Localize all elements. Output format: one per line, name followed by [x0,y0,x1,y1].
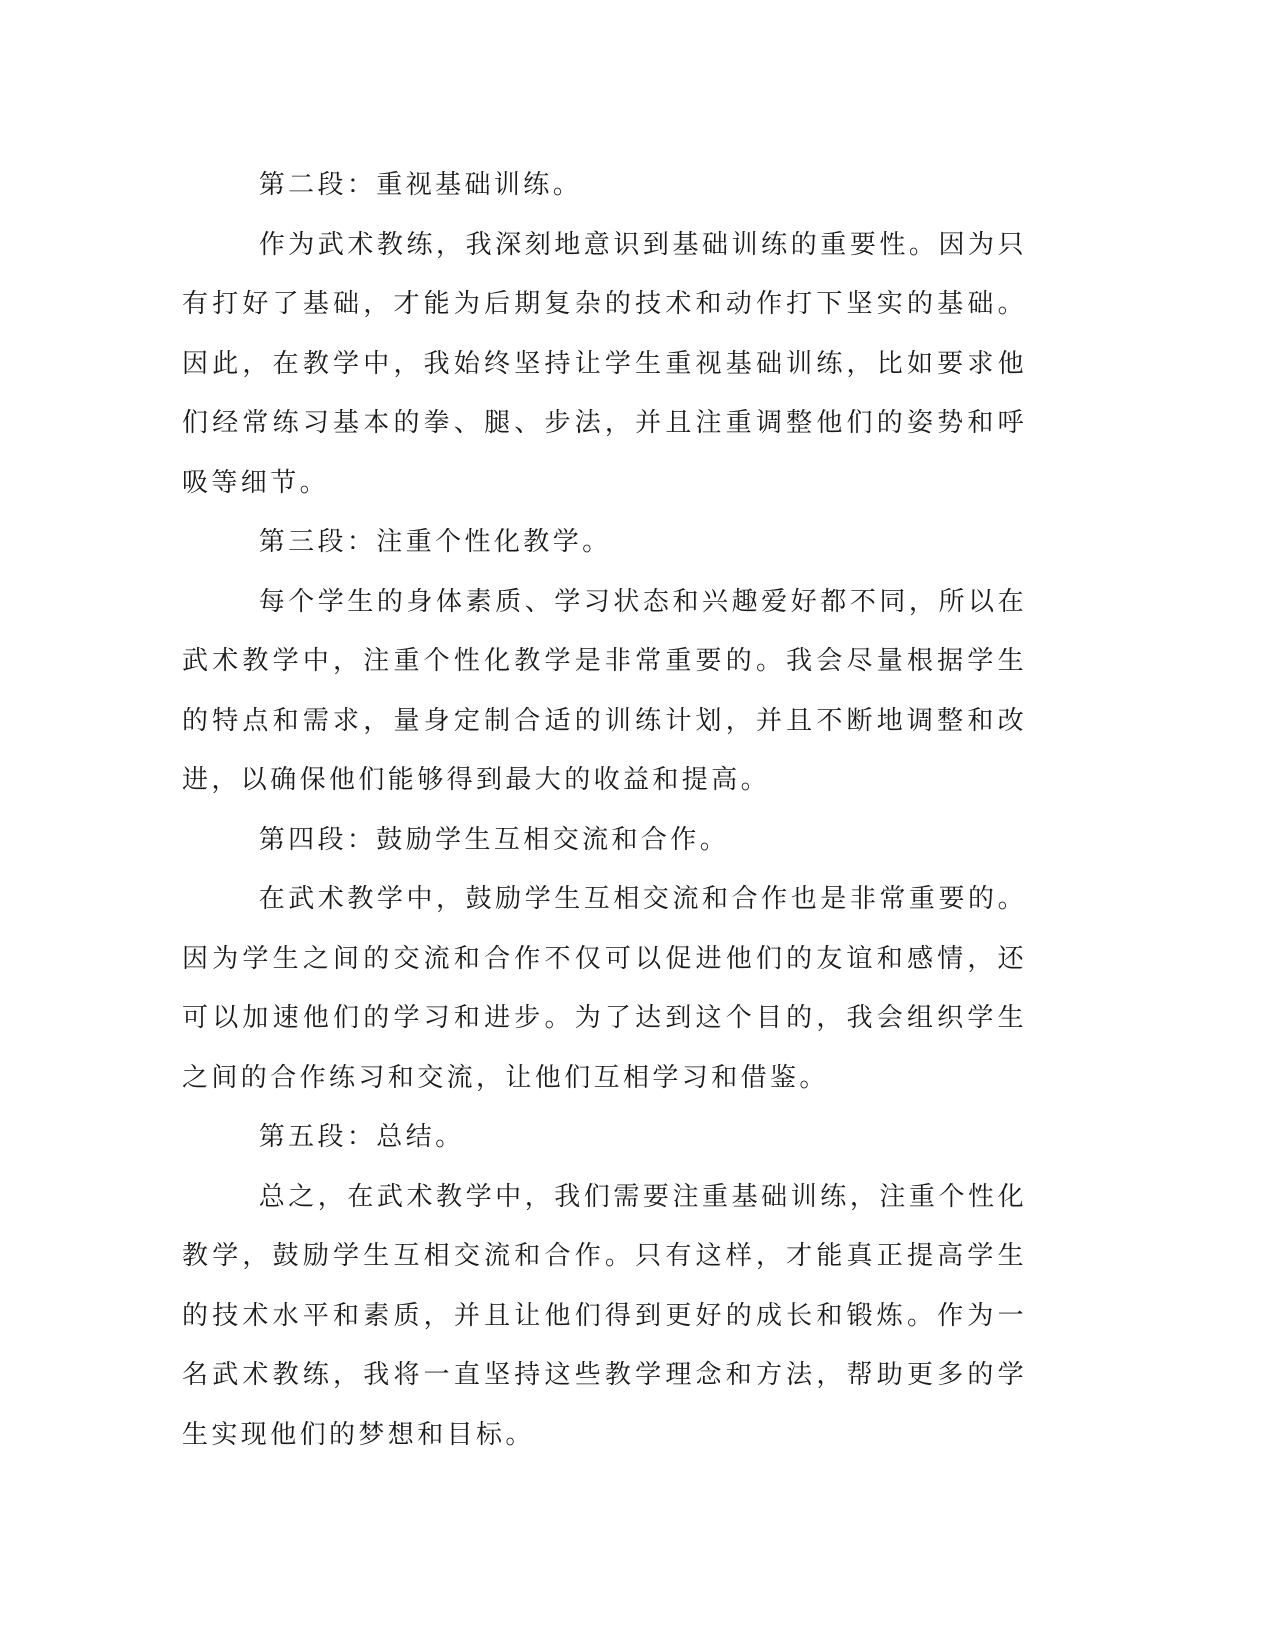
document-body [182,156,1027,1465]
paragraph-personalized-teaching: 每个学生的身体素质、学习状态和兴趣爱好都不同，所以在武术教学中，注重个性化教学是非常重要的。我会尽量根据学生的特点和需求，量身定制合适的训练计划，并且不断地调整和改进，以确保他们能够得到最大的收益和提高。 [182,586,1027,795]
paragraph-communication-cooperation: 在武术教学中，鼓励学生互相交流和合作也是非常重要的。因为学生之间的交流和合作不仅可以促进他们的友谊和感情，还可以加速他们的学习和进步。为了达到这个目的，我会组织学生之间的合作练习和交流，让他们互相学习和借鉴。 [182,884,1027,1093]
section-heading-5: 第五段：总结。 [258,1122,465,1152]
paragraph-basic-training: 作为武术教练，我深刻地意识到基础训练的重要性。因为只有打好了基础，才能为后期复杂的技术和动作打下坚实的基础。因此，在教学中，我始终坚持让学生重视基础训练，比如要求他们经常练习基本的拳、腿、步法，并且注重调整他们的姿势和呼吸等细节。 [182,229,1027,498]
section-heading-4: 第四段：鼓励学生互相交流和合作。 [258,824,730,855]
section-heading-2: 第二段：重视基础训练。 [258,170,583,200]
section-heading-3: 第三段：注重个性化教学。 [258,527,612,557]
paragraph-summary: 总之，在武术教学中，我们需要注重基础训练，注重个性化教学，鼓励学生互相交流和合作。只有这样，才能真正提高学生的技术水平和素质，并且让他们得到更好的成长和锻炼。作为一名武术教练，我将一直坚持这些教学理念和方法，帮助更多的学生实现他们的梦想和目标。 [182,1181,1027,1450]
